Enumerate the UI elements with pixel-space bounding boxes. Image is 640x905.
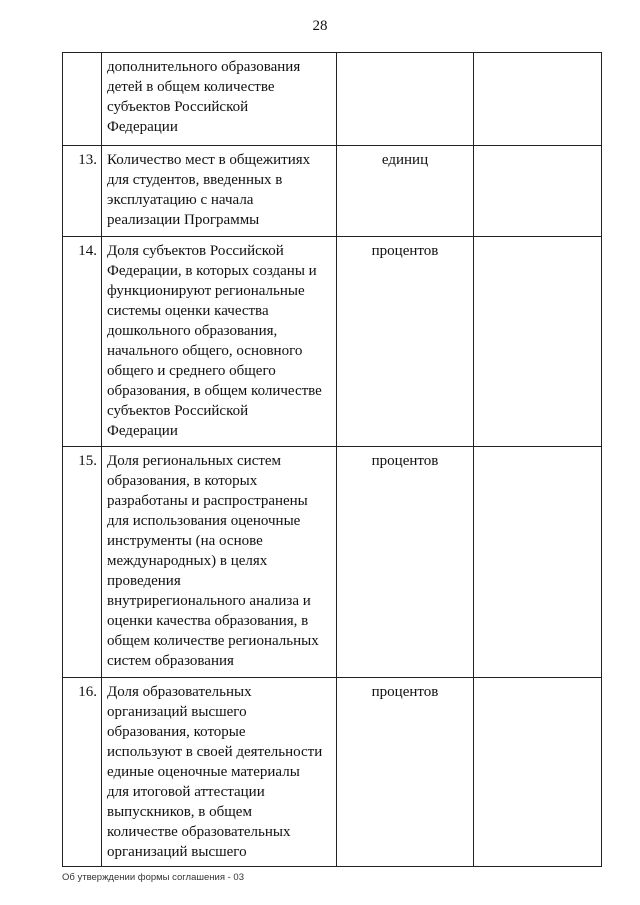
- description-line: детей в общем количестве: [107, 79, 275, 95]
- description-line: образования, в которых: [107, 473, 258, 489]
- table-row: [63, 237, 602, 447]
- description-line: единые оценочные материалы: [107, 764, 300, 780]
- description-line: международных) в целях: [107, 553, 268, 569]
- indicator-description: [102, 678, 337, 867]
- description-line: дополнительного образования: [107, 59, 301, 75]
- description-line: проведения: [107, 573, 181, 589]
- empty-cell: [474, 53, 602, 146]
- description-line: Доля субъектов Российской: [107, 243, 284, 259]
- row-number: [63, 53, 102, 146]
- description-line: начального общего, основного: [107, 343, 303, 359]
- row-number: 16.: [63, 678, 102, 867]
- description-line: субъектов Российской: [107, 403, 249, 419]
- description-line: Доля образовательных: [107, 684, 252, 700]
- unit-of-measure: [337, 53, 474, 146]
- description-line: дошкольного образования,: [107, 323, 278, 339]
- description-line: количестве образовательных: [107, 824, 291, 840]
- description-line: для итоговой аттестации: [107, 784, 265, 800]
- description-line: инструменты (на основе: [107, 533, 263, 549]
- description-line: реализации Программы: [107, 212, 260, 228]
- empty-cell: [474, 447, 602, 678]
- description-line: выпускников, в общем: [107, 804, 252, 820]
- indicator-table: [62, 52, 602, 867]
- description-line: системы оценки качества: [107, 303, 269, 319]
- unit-of-measure: процентов: [337, 678, 474, 867]
- description-line: Федерации: [107, 423, 178, 439]
- description-line: образования, в общем количестве: [107, 383, 322, 399]
- description-line: используют в своей деятельности: [107, 744, 323, 760]
- description-line: внутрирегионального анализа и: [107, 593, 311, 609]
- description-line: субъектов Российской: [107, 99, 249, 115]
- empty-cell: [474, 146, 602, 237]
- row-number: 13.: [63, 146, 102, 237]
- page-number: 28: [312, 18, 328, 34]
- table-row: [63, 146, 602, 237]
- table-row: [63, 678, 602, 867]
- unit-of-measure: единиц: [337, 146, 474, 237]
- description-line: образования, которые: [107, 724, 246, 740]
- description-line: общего и среднего общего: [107, 363, 276, 379]
- description-line: Количество мест в общежитиях: [107, 152, 311, 168]
- unit-of-measure: процентов: [337, 237, 474, 447]
- table-row: [63, 447, 602, 678]
- table-row: [63, 53, 602, 146]
- description-line: общем количестве региональных: [107, 633, 319, 649]
- description-line: оценки качества образования, в: [107, 613, 309, 629]
- footer-note: Об утверждении формы соглашения - 03: [62, 872, 244, 883]
- description-line: разработаны и распространены: [107, 493, 308, 509]
- description-line: организаций высшего: [107, 844, 247, 860]
- empty-cell: [474, 678, 602, 867]
- description-line: эксплуатацию с начала: [107, 192, 254, 208]
- description-line: организаций высшего: [107, 704, 247, 720]
- description-line: систем образования: [107, 653, 234, 669]
- row-number: 14.: [63, 237, 102, 447]
- description-line: функционируют региональные: [107, 283, 305, 299]
- unit-of-measure: процентов: [337, 447, 474, 678]
- row-number: 15.: [63, 447, 102, 678]
- indicator-description: [102, 146, 337, 237]
- indicator-description: [102, 237, 337, 447]
- description-line: для использования оценочные: [107, 513, 301, 529]
- empty-cell: [474, 237, 602, 447]
- description-line: Федерации: [107, 119, 178, 135]
- description-line: Доля региональных систем: [107, 453, 282, 469]
- description-line: Федерации, в которых созданы и: [107, 263, 317, 279]
- description-line: для студентов, введенных в: [107, 172, 283, 188]
- indicator-description: [102, 447, 337, 678]
- indicator-description: [102, 53, 337, 146]
